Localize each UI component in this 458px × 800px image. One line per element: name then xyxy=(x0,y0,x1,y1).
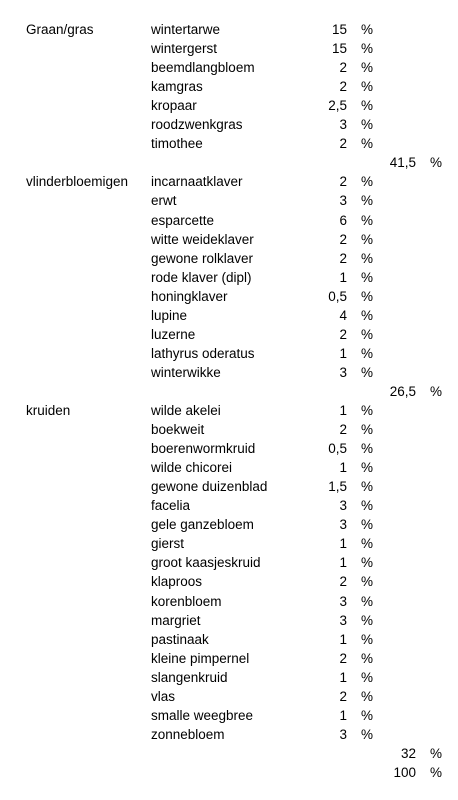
species-percentage: 2 xyxy=(339,650,347,666)
species-name: lathyrus oderatus xyxy=(151,345,255,361)
species-name: pastinaak xyxy=(151,631,209,647)
species-percentage: 1 xyxy=(339,269,347,285)
table-row xyxy=(0,39,458,58)
percent-sign: % xyxy=(361,136,374,152)
percent-sign: % xyxy=(361,422,374,438)
percent-sign: % xyxy=(361,441,374,457)
table-row xyxy=(0,230,458,249)
species-name: margriet xyxy=(151,612,201,628)
percent-sign: % xyxy=(361,631,374,647)
subtotal-row xyxy=(0,744,458,763)
species-percentage: 2 xyxy=(339,174,347,190)
species-percentage: 2 xyxy=(339,231,347,247)
subtotal-value: 41,5 xyxy=(389,155,416,171)
species-name: vlas xyxy=(151,688,176,704)
species-name: roodzwenkgras xyxy=(151,117,243,133)
table-row xyxy=(0,96,458,115)
species-name: timothee xyxy=(151,136,203,152)
total-row xyxy=(0,763,458,782)
species-name: rode klaver (dipl) xyxy=(151,269,252,285)
percent-sign: % xyxy=(430,764,443,780)
percent-sign: % xyxy=(361,688,374,704)
species-name: facelia xyxy=(151,498,191,514)
species-name: honingklaver xyxy=(151,288,228,304)
species-percentage: 1 xyxy=(339,460,347,476)
species-name: gele ganzebloem xyxy=(151,517,254,533)
species-percentage: 3 xyxy=(339,612,347,628)
table-row xyxy=(0,20,458,39)
species-percentage: 1 xyxy=(339,555,347,571)
percent-sign: % xyxy=(361,460,374,476)
table-row xyxy=(0,534,458,553)
table-row xyxy=(0,553,458,572)
species-name: esparcette xyxy=(151,212,215,228)
table-row xyxy=(0,420,458,439)
percent-sign: % xyxy=(361,41,374,57)
species-percentage: 15 xyxy=(331,22,347,37)
species-percentage: 2 xyxy=(339,60,347,76)
percent-sign: % xyxy=(361,593,374,609)
species-percentage: 1 xyxy=(339,631,347,647)
species-percentage: 15 xyxy=(331,41,347,57)
percent-sign: % xyxy=(361,555,374,571)
percent-sign: % xyxy=(361,345,374,361)
species-percentage: 2 xyxy=(339,574,347,590)
species-name: kamgras xyxy=(151,79,203,95)
table-row xyxy=(0,706,458,725)
percent-sign: % xyxy=(361,307,374,323)
species-name: winterwikke xyxy=(151,364,221,380)
species-percentage: 2 xyxy=(339,688,347,704)
table-row xyxy=(0,572,458,591)
species-percentage: 1 xyxy=(339,403,347,418)
species-percentage: 0,5 xyxy=(328,441,347,457)
percent-sign: % xyxy=(361,612,374,628)
table-row xyxy=(0,611,458,630)
species-name: gewone rolklaver xyxy=(151,250,254,266)
species-name: kleine pimpernel xyxy=(151,650,250,666)
species-name: boekweit xyxy=(151,422,205,438)
species-percentage: 3 xyxy=(339,498,347,514)
percent-sign: % xyxy=(361,269,374,285)
species-percentage: 1 xyxy=(339,669,347,685)
percent-sign: % xyxy=(361,479,374,495)
percent-sign: % xyxy=(361,517,374,533)
species-name: boerenwormkruid xyxy=(151,441,256,457)
species-name: groot kaasjeskruid xyxy=(151,555,261,571)
species-name: luzerne xyxy=(151,326,196,342)
species-percentage: 3 xyxy=(339,517,347,533)
species-percentage: 3 xyxy=(339,364,347,380)
table-row xyxy=(0,363,458,382)
subtotal-value: 26,5 xyxy=(389,383,416,399)
species-name: witte weideklaver xyxy=(151,231,254,247)
subtotal-row xyxy=(0,153,458,172)
subtotal-row xyxy=(0,382,458,401)
table-row xyxy=(0,211,458,230)
table-row xyxy=(0,401,458,420)
species-name: wilde akelei xyxy=(151,403,221,418)
species-percentage: 1,5 xyxy=(328,479,347,495)
percent-sign: % xyxy=(361,250,374,266)
table-row xyxy=(0,325,458,344)
species-percentage: 4 xyxy=(339,307,347,323)
table-row xyxy=(0,344,458,363)
table-row xyxy=(0,515,458,534)
table-row xyxy=(0,630,458,649)
species-name: korenbloem xyxy=(151,593,222,609)
percent-sign: % xyxy=(430,155,443,171)
species-name: slangenkruid xyxy=(151,669,228,685)
percent-sign: % xyxy=(361,193,374,209)
category-label: Graan/gras xyxy=(26,22,94,37)
total-value: 100 xyxy=(393,764,416,780)
category-label: kruiden xyxy=(26,403,71,418)
species-name: klaproos xyxy=(151,574,203,590)
table-row xyxy=(0,268,458,287)
table-row xyxy=(0,191,458,210)
species-name: wilde chicorei xyxy=(151,460,233,476)
percent-sign: % xyxy=(361,212,374,228)
percent-sign: % xyxy=(361,117,374,133)
species-percentage: 6 xyxy=(339,212,347,228)
category-label: vlinderbloemigen xyxy=(26,174,129,190)
species-percentage: 2 xyxy=(339,79,347,95)
percent-sign: % xyxy=(361,288,374,304)
table-row xyxy=(0,458,458,477)
percent-sign: % xyxy=(361,231,374,247)
species-percentage: 3 xyxy=(339,593,347,609)
percent-sign: % xyxy=(361,174,374,190)
table-row xyxy=(0,249,458,268)
percent-sign: % xyxy=(430,745,443,761)
subtotal-value: 32 xyxy=(400,745,416,761)
percent-sign: % xyxy=(430,383,443,399)
table-row xyxy=(0,134,458,153)
species-percentage: 2 xyxy=(339,422,347,438)
table-row xyxy=(0,649,458,668)
species-percentage: 2 xyxy=(339,250,347,266)
percent-sign: % xyxy=(361,707,374,723)
species-percentage: 2,5 xyxy=(328,98,347,114)
percent-sign: % xyxy=(361,650,374,666)
table-row xyxy=(0,668,458,687)
table-row xyxy=(0,77,458,96)
percent-sign: % xyxy=(361,364,374,380)
table-row xyxy=(0,306,458,325)
species-name: smalle weegbree xyxy=(151,707,254,723)
species-name: wintergerst xyxy=(151,41,218,57)
species-name: incarnaatklaver xyxy=(151,174,243,190)
species-name: lupine xyxy=(151,307,188,323)
species-percentage: 2 xyxy=(339,136,347,152)
species-name: zonnebloem xyxy=(151,726,225,742)
species-percentage: 2 xyxy=(339,326,347,342)
percent-sign: % xyxy=(361,536,374,552)
table-row xyxy=(0,58,458,77)
species-percentage: 3 xyxy=(339,117,347,133)
species-percentage: 1 xyxy=(339,707,347,723)
species-name: kropaar xyxy=(151,98,197,114)
species-percentage: 3 xyxy=(339,193,347,209)
percent-sign: % xyxy=(361,22,374,37)
percent-sign: % xyxy=(361,403,374,418)
species-percentage: 1 xyxy=(339,536,347,552)
table-row xyxy=(0,477,458,496)
species-name: beemdlangbloem xyxy=(151,60,255,76)
species-name: gewone duizenblad xyxy=(151,479,268,495)
species-percentage: 3 xyxy=(339,726,347,742)
percent-sign: % xyxy=(361,498,374,514)
percent-sign: % xyxy=(361,574,374,590)
percent-sign: % xyxy=(361,98,374,114)
species-percentage: 0,5 xyxy=(328,288,347,304)
percent-sign: % xyxy=(361,726,374,742)
percent-sign: % xyxy=(361,326,374,342)
table-row xyxy=(0,496,458,515)
table-row xyxy=(0,687,458,706)
table-row xyxy=(0,115,458,134)
species-name: erwt xyxy=(151,193,177,209)
table-row xyxy=(0,439,458,458)
percent-sign: % xyxy=(361,669,374,685)
percent-sign: % xyxy=(361,60,374,76)
table-row xyxy=(0,725,458,744)
table-row xyxy=(0,287,458,306)
species-percentage: 1 xyxy=(339,345,347,361)
table-row xyxy=(0,592,458,611)
species-name: wintertarwe xyxy=(151,22,221,37)
percent-sign: % xyxy=(361,79,374,95)
species-name: gierst xyxy=(151,536,185,552)
table-row xyxy=(0,172,458,191)
